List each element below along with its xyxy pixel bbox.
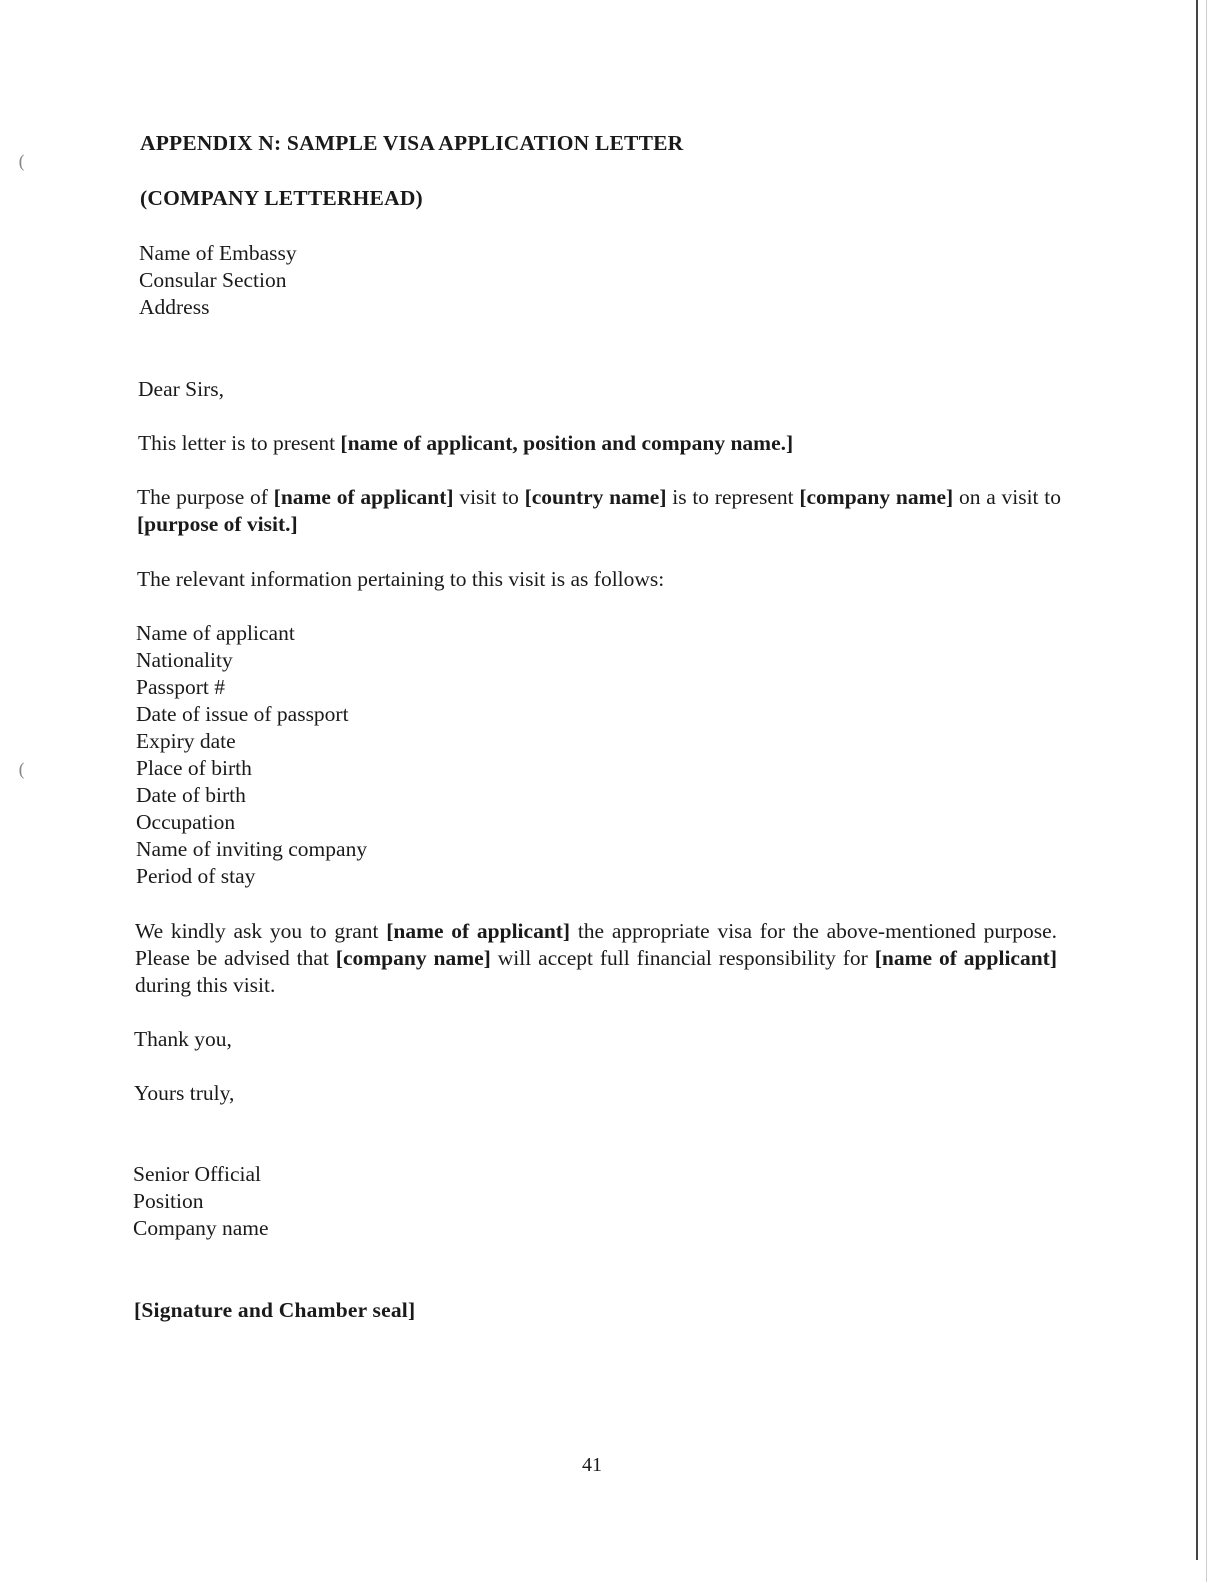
scan-mark: ( bbox=[18, 760, 26, 781]
info-field: Passport # bbox=[136, 675, 225, 699]
info-field: Expiry date bbox=[136, 729, 236, 753]
paragraph-text: We kindly ask you to grant bbox=[135, 919, 387, 943]
paragraph-text: during this visit. bbox=[135, 973, 276, 997]
paragraph-text: This letter is to present bbox=[138, 431, 341, 455]
signatory-line: Senior Official bbox=[133, 1162, 261, 1186]
paragraph-intro bbox=[138, 430, 793, 457]
thanks-line: Thank you, bbox=[134, 1027, 232, 1051]
paragraph-text: on a visit to bbox=[953, 485, 1062, 509]
paragraph-text: will accept full financial responsibility for bbox=[490, 946, 875, 970]
closing-line: Yours truly, bbox=[134, 1081, 235, 1105]
paragraph-text: is to represent bbox=[666, 485, 800, 509]
recipient-line: Consular Section bbox=[139, 268, 287, 292]
appendix-heading: APPENDIX N: SAMPLE VISA APPLICATION LETTER bbox=[140, 131, 684, 155]
scan-edge-shadow bbox=[1206, 0, 1207, 1582]
recipient-line: Name of Embassy bbox=[139, 241, 297, 265]
paragraph-text: the appropriate visa for the above-mentioned purpose. Please be advised that bbox=[135, 919, 1058, 970]
placeholder-bold: [name of applicant, position and company name.] bbox=[340, 431, 794, 455]
info-field-list bbox=[136, 620, 367, 890]
placeholder-bold: [name of applicant] bbox=[273, 485, 454, 509]
scan-mark: ( bbox=[18, 152, 26, 173]
info-field: Name of inviting company bbox=[136, 837, 368, 861]
info-field: Nationality bbox=[136, 648, 233, 672]
recipient-line: Address bbox=[139, 295, 210, 319]
placeholder-bold: [name of applicant] bbox=[874, 946, 1057, 970]
info-intro: The relevant information pertaining to this visit is as follows: bbox=[137, 567, 665, 591]
placeholder-bold: [purpose of visit.] bbox=[137, 512, 298, 536]
info-field: Date of issue of passport bbox=[136, 702, 349, 726]
page-number: 41 bbox=[582, 1454, 602, 1476]
signatory-line: Company name bbox=[133, 1216, 269, 1240]
recipient-address bbox=[139, 240, 297, 321]
info-field: Period of stay bbox=[136, 864, 256, 888]
signature-placeholder: [Signature and Chamber seal] bbox=[134, 1298, 416, 1322]
info-field: Name of applicant bbox=[136, 621, 295, 645]
salutation: Dear Sirs, bbox=[138, 377, 224, 401]
scan-edge-line bbox=[1196, 0, 1198, 1560]
info-field: Place of birth bbox=[136, 756, 252, 780]
placeholder-bold: [company name] bbox=[335, 946, 491, 970]
placeholder-bold: [name of applicant] bbox=[386, 919, 571, 943]
paragraph-text: visit to bbox=[453, 485, 525, 509]
paragraph-purpose bbox=[137, 484, 1061, 538]
signatory-block bbox=[133, 1161, 269, 1242]
placeholder-bold: [company name] bbox=[799, 485, 954, 509]
info-field: Occupation bbox=[136, 810, 236, 834]
letterhead-placeholder: (COMPANY LETTERHEAD) bbox=[140, 186, 423, 210]
paragraph-text: The purpose of bbox=[137, 485, 274, 509]
signatory-line: Position bbox=[133, 1189, 204, 1213]
info-field: Date of birth bbox=[136, 783, 246, 807]
paragraph-request bbox=[135, 918, 1057, 999]
placeholder-bold: [country name] bbox=[524, 485, 667, 509]
